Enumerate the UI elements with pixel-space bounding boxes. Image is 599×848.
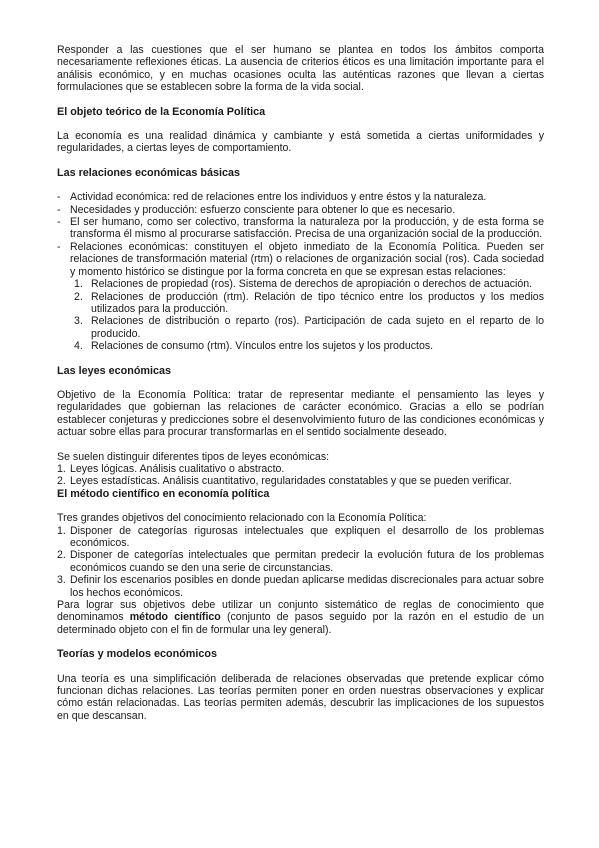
leyes-list: [57, 463, 544, 488]
metodo-list: [57, 525, 544, 599]
item-number: 2.: [74, 290, 83, 303]
section-paragraph-objeto-teorico: La economía es una realidad dinámica y cambiante y está sometida a ciertas uniformidades y regularidades, a ciertas leyes de comportamiento.: [57, 130, 544, 155]
section-heading-leyes: Las leyes económicas: [57, 364, 172, 377]
list-item-text: Leyes lógicas. Análisis cualitativo o abstracto.: [70, 462, 285, 475]
list-item-text: Leyes estadísticas. Análisis cuantitativo, regularidades constatables y que se pueden verificar.: [70, 475, 512, 488]
sublist-item-text: Relaciones de distribución o reparto (ros). Participación de cada sujeto en el reparto de lo producido.: [91, 315, 544, 340]
item-number: 1.: [57, 462, 66, 475]
list-item-text: Disponer de categorías rigurosas intelectuales que expliquen el desarrollo de los problemas económicos.: [70, 524, 544, 549]
list-item: [57, 241, 544, 353]
section-heading-relaciones: Las relaciones económicas básicas: [57, 166, 241, 179]
item-number: 1.: [74, 278, 83, 291]
list-item-text: Actividad económica: red de relaciones entre los individuos y entre éstos y la naturaleza.: [70, 191, 487, 204]
metodo-intro-line: Tres grandes objetivos del conocimiento relacionado con la Economía Política:: [57, 512, 427, 525]
list-item: [57, 191, 544, 203]
relaciones-sublist: [70, 278, 544, 352]
sublist-item: [74, 315, 544, 340]
metodo-closing-paragraph: [57, 599, 544, 636]
list-item-text: Definir los escenarios posibles en donde puedan aplicarse medidas discrecionales para actuar sobre los hechos económicos.: [70, 574, 544, 599]
document-page: [57, 44, 544, 722]
list-item: [57, 549, 544, 574]
sublist-item-text: Relaciones de producción (rtm). Relación de tipo técnico entre los productos y los medios utilizados para la producción.: [91, 290, 544, 315]
dash-marker: -: [57, 216, 61, 229]
dash-marker: -: [57, 191, 61, 204]
sublist-item-text: Relaciones de consumo (rtm). Vínculos entre los sujetos y los productos.: [91, 340, 434, 353]
section-heading-teorias: Teorías y modelos económicos: [57, 648, 218, 661]
relaciones-list: [57, 191, 544, 352]
item-number: 4.: [74, 340, 83, 353]
sublist-item: [74, 340, 544, 352]
list-item: [57, 204, 544, 216]
metodo-cientifico-term: método científico: [129, 611, 221, 624]
list-item-text: Disponer de categorías intelectuales que permitan predecir la evolución futura de los problemas económicos cuando se den una serie de circunstancias.: [70, 549, 544, 574]
leyes-intro-line: Se suelen distinguir diferentes tipos de leyes económicas:: [57, 450, 330, 463]
sublist-item-text: Relaciones de propiedad (ros). Sistema de derechos de apropiación o derechos de actuación.: [91, 278, 533, 291]
list-item: [57, 216, 544, 241]
item-number: 2.: [57, 475, 66, 488]
list-item-text: El ser humano, como ser colectivo, transforma la naturaleza por la producción, y de esta forma se transforma él mismo al procurarse satisfacción. Precisa de una organización social de la producción.: [70, 216, 544, 241]
item-number: 2.: [57, 549, 66, 562]
closing-text-end: (conjunto de pasos seguido por la razón en el estudio de un determinado objeto con el fin de formular una ley general).: [57, 611, 544, 636]
list-item: [57, 463, 544, 475]
intro-paragraph: Responder a las cuestiones que el ser humano se plantea en todos los ámbitos comporta necesariamente reflexiones éticas. La ausencia de criterios éticos es una limitación importante para el análisis económico, y en muchas ocasiones oculta las auténticas razones que llevan a ciertas formulaciones que se establecen sobre la forma de la vida social.: [57, 44, 544, 94]
item-number: 1.: [57, 524, 66, 537]
item-number: 3.: [74, 315, 83, 328]
section-paragraph-teorias: Una teoría es una simplificación deliberada de relaciones observadas que pretende explicar cómo funcionan dichas relaciones. Las teorías permiten poner en orden nuestras observaciones y explicar cómo están relacionadas. Las teorías permiten además, descubrir las implicaciones de los supuestos en que descansan.: [57, 672, 544, 722]
list-item: [57, 475, 544, 487]
list-item: [57, 574, 544, 599]
section-heading-objeto-teorico: El objeto teórico de la Economía Política: [57, 105, 266, 118]
closing-text-start: Para lograr sus objetivos debe utilizar un conjunto sistemático de reglas de conocimiento que denominamos: [57, 599, 544, 624]
section-paragraph-leyes: Objetivo de la Economía Política: tratar de representar mediante el pensamiento las leyes y regularidades que gobiernan las relaciones de carácter económico. Gracias a ello se podrían establecer conjeturas y predicciones sobre el desenvolvimiento futuro de las condiciones económicas y actuar sobre ellas para procurar transformarlas en el sentido socialmente deseado.: [57, 388, 544, 439]
list-item-text: Relaciones económicas: constituyen el objeto inmediato de la Economía Política. Pueden ser relaciones de transformación material (rtm) o relaciones de organización social (ros). Cada sociedad y momento histórico se distingue por la forma concreta en que se expresan estas relaciones:: [70, 240, 544, 278]
dash-marker: -: [57, 240, 61, 253]
sublist-item: [74, 291, 544, 316]
list-item: [57, 525, 544, 550]
sublist-item: [74, 278, 544, 290]
section-heading-metodo: El método científico en economía política: [57, 487, 270, 500]
item-number: 3.: [57, 574, 66, 587]
list-item-text: Necesidades y producción: esfuerzo consciente para obtener lo que es necesario.: [70, 203, 456, 216]
dash-marker: -: [57, 203, 61, 216]
